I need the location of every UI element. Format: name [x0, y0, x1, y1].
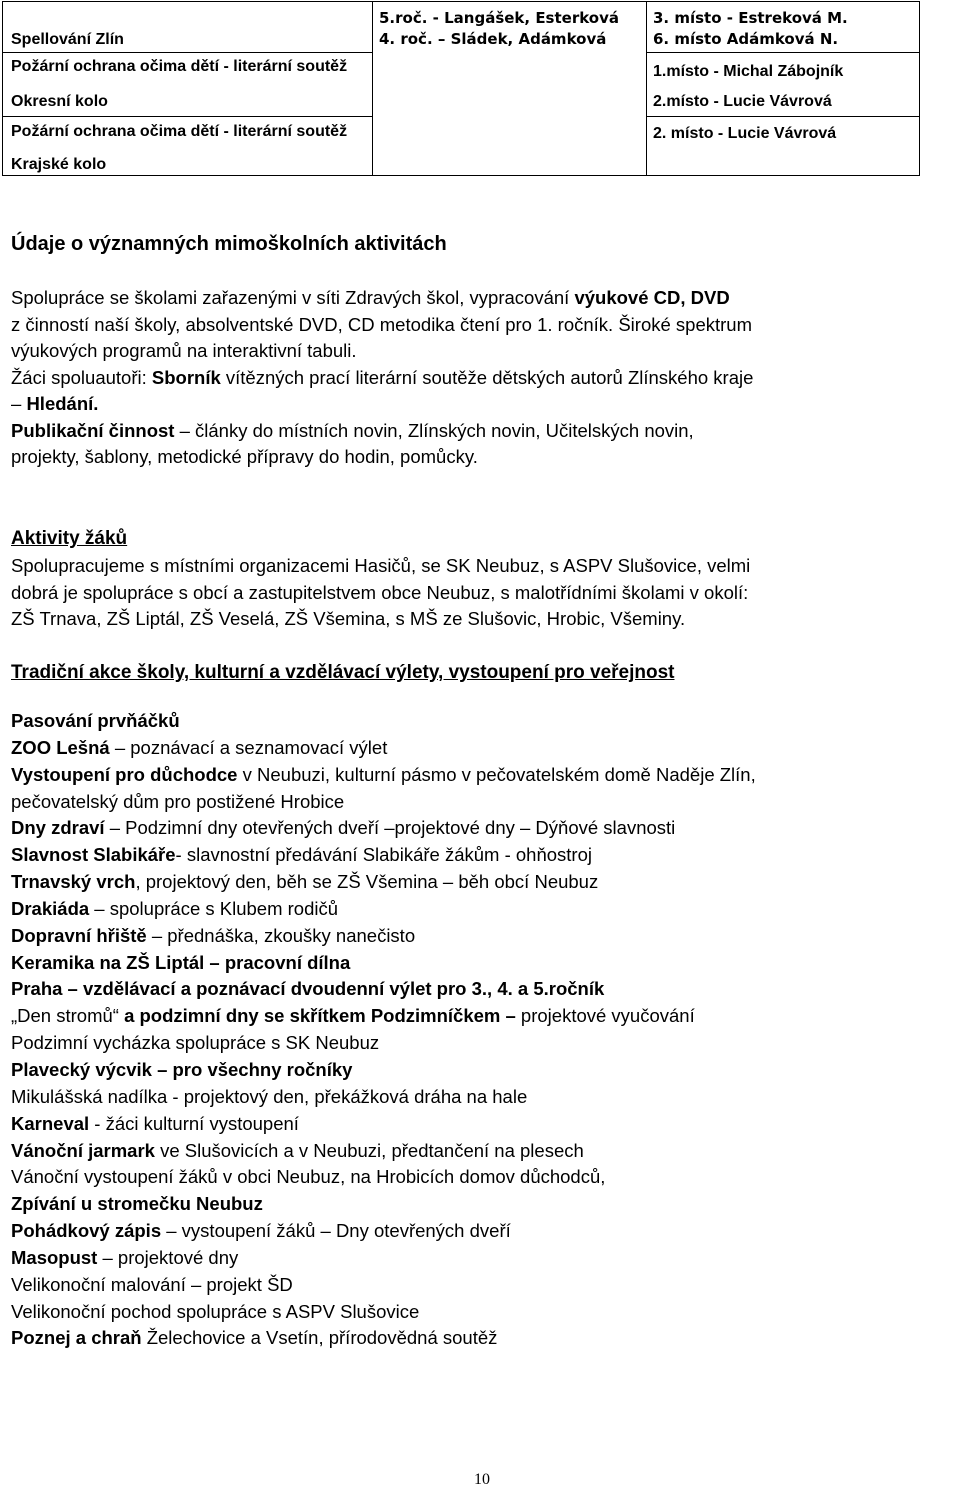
list-item — [11, 1111, 960, 1138]
text-run: – přednáška, zkoušky nanečisto — [146, 924, 416, 946]
text-run: projektové vyučování — [515, 1005, 695, 1027]
text-run: – poznávací a seznamovací výlet — [109, 736, 388, 758]
list-item — [11, 815, 960, 842]
text-run: Trnavský vrch — [11, 871, 136, 893]
text-run: „Den stromů“ — [11, 1005, 125, 1027]
text-run: Vystoupení pro důchodce — [11, 763, 238, 785]
table-cell: 2.místo - Lucie Vávrová — [653, 93, 832, 110]
text-run: Zpívání u stromečku Neubuz — [11, 1193, 263, 1215]
text-run: Karneval — [11, 1112, 90, 1134]
activities-paragraph — [11, 553, 960, 633]
table-cell: Požární ochrana očima dětí - literární soutěž — [11, 123, 348, 140]
results-table — [2, 1, 920, 176]
table-divider — [646, 52, 919, 53]
table-cell: Okresní kolo — [11, 93, 108, 110]
table-divider — [646, 2, 647, 175]
text-run: Slavnost Slabikáře — [11, 844, 176, 866]
list-item — [11, 976, 960, 1003]
paragraph-line — [11, 285, 960, 312]
text-run: – — [11, 393, 27, 414]
text-run: výukové CD, DVD — [574, 287, 730, 308]
traditions-list — [11, 708, 960, 1352]
table-cell: 2. místo - Lucie Vávrová — [653, 125, 837, 142]
table-cell: 3. místo - Estreková M. — [653, 9, 848, 27]
text-run: ZOO Lešná — [11, 736, 110, 758]
text-run: ve Slušovicích a v Neubuzi, předtančení na plesech — [154, 1139, 584, 1161]
list-item — [11, 1299, 960, 1326]
text-run: – projektové dny — [97, 1246, 239, 1268]
text-run: pečovatelský dům pro postižené Hrobice — [11, 790, 345, 812]
list-item — [11, 1084, 960, 1111]
text-run: vítězných prací literární soutěže dětských autorů Zlínského kraje — [220, 366, 754, 388]
table-divider — [646, 116, 919, 117]
text-run: - žáci kulturní vystoupení — [89, 1112, 299, 1134]
text-run: Podzimní vycházka spolupráce s SK Neubuz — [11, 1032, 380, 1054]
text-run: Hledání. — [26, 393, 99, 414]
list-item — [11, 1138, 960, 1165]
list-item — [11, 708, 960, 735]
text-run: – spolupráce s Klubem rodičů — [89, 897, 339, 919]
text-run: Pohádkový zápis — [11, 1220, 162, 1242]
table-cell: 4. roč. – Sládek, Adámková — [379, 30, 607, 48]
list-item — [11, 762, 960, 789]
text-run: Vánoční vystoupení žáků v obci Neubuz, na Hrobicích domov důchodců, — [11, 1166, 606, 1188]
text-run: – články do místních novin, Zlínských novin, Učitelských novin, — [174, 419, 694, 441]
table-divider — [3, 116, 372, 117]
paragraph-line — [11, 312, 960, 339]
paragraph-line — [11, 365, 960, 392]
section-heading: Údaje o významných mimoškolních aktivitách — [11, 233, 447, 255]
text-run: Keramika na ZŠ Liptál – pracovní dílna — [11, 951, 351, 973]
list-item — [11, 923, 960, 950]
list-item — [11, 950, 960, 977]
text-run: - slavnostní předávání Slabikáře žákům - ohňostroj — [175, 844, 592, 866]
text-run: Praha – vzdělávací a poznávací dvoudenní výlet pro 3., 4. a 5.ročník — [11, 978, 605, 1000]
paragraph-line — [11, 391, 960, 418]
text-run: Pasování prvňáčků — [11, 710, 180, 731]
table-cell: Spellování Zlín — [11, 31, 124, 48]
text-run: Velikonoční malování – projekt ŠD — [11, 1273, 293, 1295]
paragraph-line — [11, 418, 960, 445]
text-run: a podzimní dny se skřítkem Podzimníčkem – — [124, 1005, 516, 1027]
text-run: – Podzimní dny otevřených dveří –projektové dny – Dýňové slavnosti — [104, 817, 676, 839]
text-run: – vystoupení žáků – Dny otevřených dveří — [161, 1220, 511, 1242]
table-cell: Krajské kolo — [11, 156, 107, 173]
list-item — [11, 1003, 960, 1030]
text-run: projekty, šablony, metodické přípravy do hodin, pomůcky. — [11, 446, 478, 467]
text-run: Dny zdraví — [11, 817, 105, 839]
table-cell: Požární ochrana očima dětí - literární soutěž — [11, 58, 348, 75]
text-run: Plavecký výcvik – pro všechny ročníky — [11, 1058, 353, 1080]
text-run: Drakiáda — [11, 897, 90, 919]
text-run: Sborník — [151, 366, 221, 388]
list-item — [11, 1030, 960, 1057]
list-item — [11, 1057, 960, 1084]
paragraph-line — [11, 338, 960, 365]
text-run: výukových programů na interaktivní tabuli. — [11, 340, 357, 361]
text-run: Spolupráce se školami zařazenými v síti Zdravých škol, vypracování — [11, 287, 575, 308]
paragraph-line: dobrá je spolupráce s obcí a zastupitelstvem obce Neubuz, s malotřídními školami v okolí: — [11, 581, 749, 603]
list-item — [11, 1164, 960, 1191]
text-run: Mikulášská nadílka - projektový den, překážková dráha na hale — [11, 1085, 528, 1107]
paragraph-line: Spolupracujeme s místními organizacemi Hasičů, se SK Neubuz, s ASPV Slušovice, velmi — [11, 555, 751, 576]
list-item — [11, 735, 960, 762]
list-item — [11, 869, 960, 896]
text-run: Masopust — [11, 1246, 98, 1268]
cooperation-paragraph — [11, 285, 960, 471]
page-number: 10 — [474, 1471, 490, 1488]
paragraph-line — [11, 444, 960, 471]
traditions-title: Tradiční akce školy, kulturní a vzdělávací výlety, vystoupení pro veřejnost — [11, 662, 675, 683]
table-divider — [3, 52, 372, 53]
paragraph-line: ZŠ Trnava, ZŠ Liptál, ZŠ Veselá, ZŠ Všemina, s MŠ ze Slušovic, Hrobic, Všeminy. — [11, 608, 686, 629]
text-run: Dopravní hřiště — [11, 924, 147, 946]
list-item — [11, 1218, 960, 1245]
text-run: Želechovice a Vsetín, přírodovědná soutěž — [141, 1327, 498, 1349]
text-run: Vánoční jarmark — [11, 1139, 155, 1161]
table-cell: 1.místo - Michal Zábojník — [653, 63, 844, 80]
list-item — [11, 1272, 960, 1299]
table-divider — [372, 2, 373, 175]
text-run: v Neubuzi, kulturní pásmo v pečovatelském domě Naděje Zlín, — [237, 763, 756, 785]
text-run: Žáci spoluautoři: — [11, 366, 152, 388]
table-cell: 6. místo Adámková N. — [653, 30, 839, 48]
text-run: Poznej a chraň — [11, 1327, 142, 1349]
list-item — [11, 789, 960, 816]
activities-title: Aktivity žáků — [11, 528, 128, 549]
text-run: , projektový den, běh se ZŠ Všemina – běh obcí Neubuz — [135, 871, 599, 893]
text-run: z činností naší školy, absolventské DVD, CD metodika čtení pro 1. ročník. Široké spektrum — [11, 313, 752, 335]
list-item — [11, 1245, 960, 1272]
text-run: Velikonoční pochod spolupráce s ASPV Slušovice — [11, 1300, 420, 1322]
table-cell: 5.roč. - Langášek, Esterková — [379, 9, 620, 27]
list-item — [11, 1191, 960, 1218]
list-item — [11, 1325, 960, 1352]
list-item — [11, 842, 960, 869]
text-run: Publikační činnost — [11, 419, 175, 441]
list-item — [11, 896, 960, 923]
